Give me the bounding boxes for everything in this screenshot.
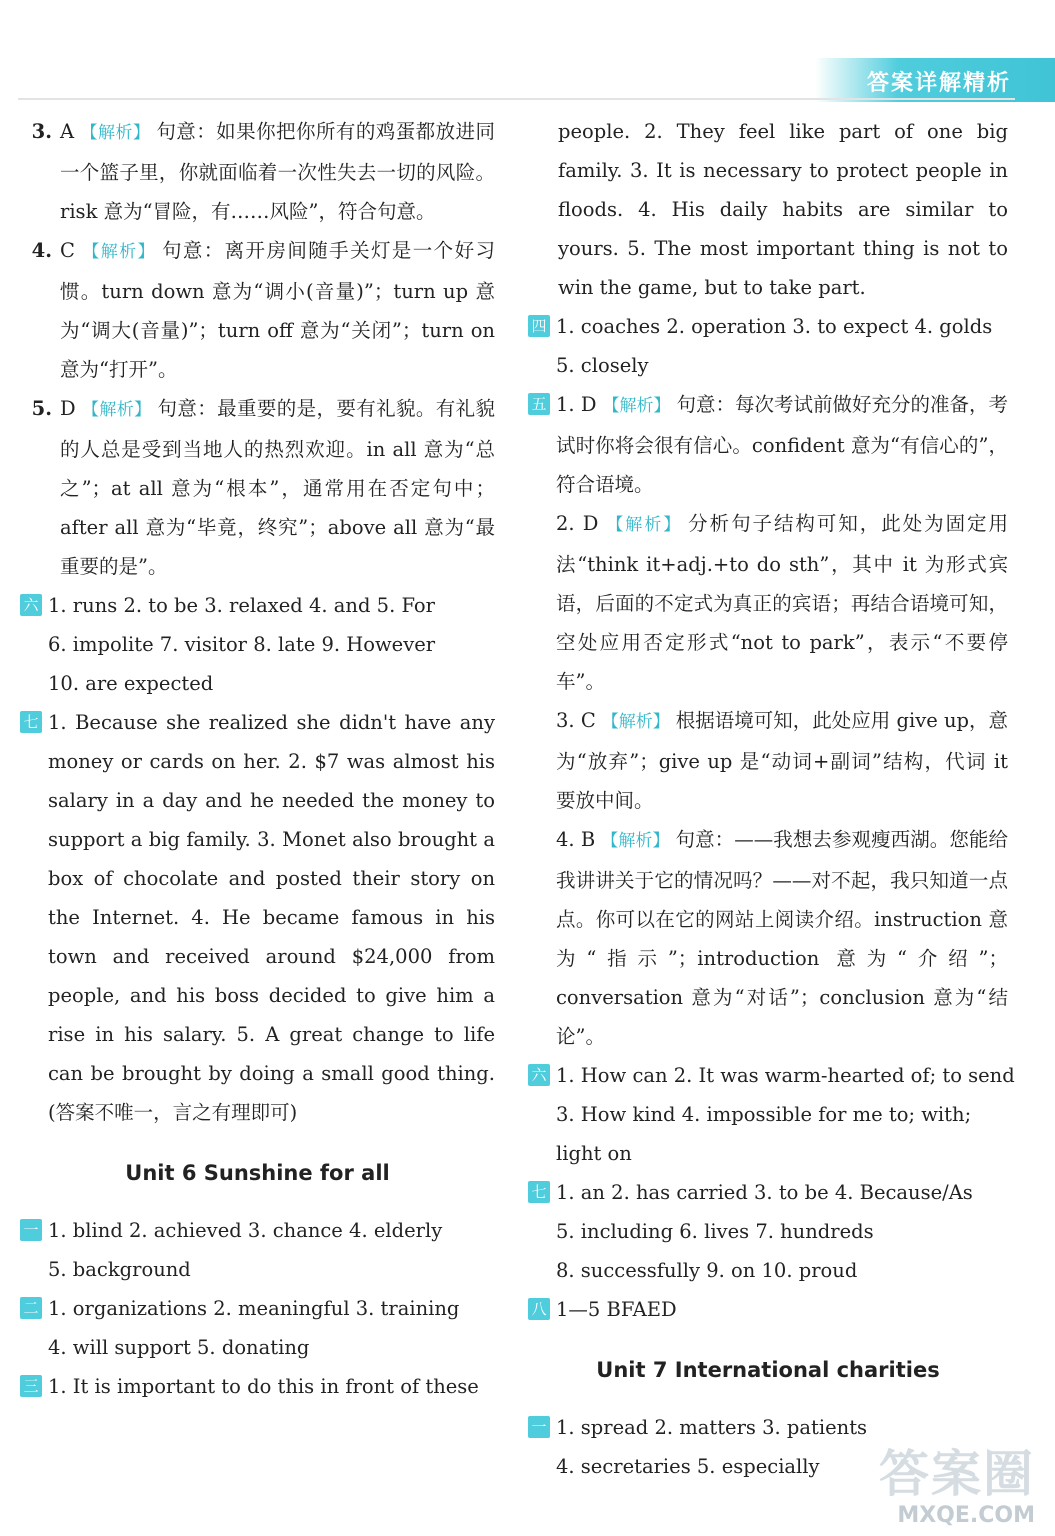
answer-item	[556, 701, 1008, 820]
item-number: 3.	[556, 709, 575, 732]
section-badge: 七	[528, 1181, 550, 1203]
header-rule	[18, 98, 1015, 100]
item-text: 句意：——我想去参观瘦西湖。您能给我讲讲关于它的情况吗？——对不起，我只知道一点点。你可以在它的网站上阅读介绍。instruction 意为“指示”；introduction 意为“介绍”；conversation 意为“对话”；conclusion 意为“结论”。	[556, 828, 1008, 1048]
answer-row: 5. including 6. lives 7. hundreds	[556, 1220, 874, 1243]
item-letter: C	[580, 709, 596, 732]
unit6-section-1	[20, 1211, 495, 1289]
left-column	[20, 112, 495, 1406]
unit-6-title: Unit 6 Sunshine for all	[125, 1161, 390, 1185]
item-text: 句意：如果你把你所有的鸡蛋都放进同一个篮子里，你就面临着一次性失去一切的风险。risk 意为“冒险，有……风险”，符合句意。	[60, 120, 495, 223]
section-badge: 八	[528, 1298, 550, 1320]
item-text: 句意：每次考试前做好充分的准备，考试时你将会很有信心。confident 意为“有信心的”，符合语境。	[556, 393, 1008, 496]
answer-row: light on	[556, 1142, 632, 1165]
analysis-tag: 【解析】	[601, 712, 670, 732]
analysis-tag: 【解析】	[80, 242, 156, 262]
section-3-continued: people. 2. They feel like part of one big family. 3. It is necessary to protect people in floods. 4. His daily habits are similar to yours. 5. The most important thing is not to win the game, but to take part.	[558, 120, 1008, 299]
section-8	[528, 1290, 1008, 1329]
unit6-section-3	[20, 1367, 495, 1406]
section-badge: 一	[20, 1219, 42, 1241]
answer-row: 1. runs 2. to be 3. relaxed 4. and 5. For	[48, 594, 435, 617]
answer-row: 3. How kind 4. impossible for me to; with;	[556, 1103, 972, 1126]
answer-row: 1. blind 2. achieved 3. chance 4. elderly	[48, 1219, 443, 1242]
item-text: 根据语境可知，此处应用 give up，意为“放弃”；give up 是“动词+副词”结构，代词 it 要放中间。	[556, 709, 1008, 812]
answer-row: 5. background	[48, 1258, 191, 1281]
section-4	[528, 307, 1008, 385]
analysis-tag: 【解析】	[604, 515, 683, 535]
answer-row: 5. closely	[556, 354, 649, 377]
watermark-logo	[861, 1434, 1041, 1530]
item-number: 2.	[556, 512, 575, 535]
answer-row: 1. an 2. has carried 3. to be 4. Because/As	[556, 1181, 973, 1204]
section-7-text: 1. Because she realized she didn't have any money or cards on her. 2. $7 was almost his salary in a day and he needed the money to support a big family. 3. Monet also brought a box of chocolate and posted their story on the Internet. 4. He became famous in his town and received around $24,000 from people, and his boss decided to give him a rise in his salary. 5. A great change to life can be brought by doing a small good thing.(答案不唯一，言之有理即可)	[48, 711, 495, 1124]
right-column	[528, 112, 1015, 1486]
section-badge: 六	[20, 594, 42, 616]
item-letter: D	[582, 512, 599, 535]
item-letter: D	[580, 393, 597, 416]
answer-item	[556, 385, 1008, 504]
section-6	[528, 1056, 1015, 1173]
analysis-tag: 【解析】	[81, 400, 152, 420]
answer-row: 1. How can 2. It was warm-hearted of; to send	[556, 1064, 1015, 1087]
section-badge: 七	[20, 711, 42, 733]
item-text: 句意：最重要的是，要有礼貌。有礼貌的人总是受到当地人的热烈欢迎。in all 意为“总之”；at all 意为“根本”，通常用在否定句中；after all 意为“毕竟，终究”；above all 意为“最重要的是”。	[60, 397, 495, 578]
item-number: 4.	[31, 239, 52, 262]
analysis-tag: 【解析】	[80, 123, 151, 143]
answer-item	[20, 112, 495, 231]
answer-row: 1. spread 2. matters 3. patients	[556, 1416, 868, 1439]
section-7	[20, 703, 495, 1132]
answer-row: 4. secretaries 5. especially	[556, 1455, 820, 1478]
answer-row: 6. impolite 7. visitor 8. late 9. However	[48, 633, 436, 656]
answer-row: 8. successfully 9. on 10. proud	[556, 1259, 858, 1282]
item-number: 1.	[556, 393, 575, 416]
section-badge: 六	[528, 1064, 550, 1086]
answer-row: 1. It is important to do this in front of these	[48, 1375, 479, 1398]
analysis-tag: 【解析】	[602, 396, 671, 416]
watermark-url: MXQE.COM	[897, 1503, 1035, 1528]
answer-row: 1. organizations 2. meaningful 3. training	[48, 1297, 460, 1320]
unit6-section-2	[20, 1289, 495, 1367]
item-letter: B	[580, 828, 596, 851]
answer-item	[556, 820, 1008, 1056]
item-number: 3.	[31, 120, 52, 143]
answer-item	[20, 231, 495, 389]
item-letter: A	[60, 120, 75, 143]
section-5	[528, 385, 1008, 1056]
answer-row: 1—5 BFAED	[556, 1298, 677, 1321]
header-tab-label: 答案详解精析	[866, 71, 1011, 96]
section-badge: 四	[528, 315, 550, 337]
answer-row: 1. coaches 2. operation 3. to expect 4. golds	[556, 315, 993, 338]
answer-row: 4. will support 5. donating	[48, 1336, 310, 1359]
item-number: 5.	[31, 397, 52, 420]
answer-row: 10. are expected	[48, 672, 214, 695]
answer-item	[556, 504, 1008, 701]
section-6	[20, 586, 495, 703]
item-number: 4.	[556, 828, 575, 851]
section-badge: 二	[20, 1297, 42, 1319]
section-badge: 五	[528, 393, 550, 415]
section-badge: 三	[20, 1375, 42, 1397]
section-badge: 一	[528, 1416, 550, 1438]
item-text: 分析句子结构可知，此处为固定用法“think it+adj.+to do sth”，其中 it 为形式宾语，后面的不定式为真正的宾语；再结合语境可知，空处应用否定形式“not to park”，表示“不要停车”。	[556, 512, 1008, 693]
item-letter: C	[60, 239, 75, 262]
answer-item	[20, 389, 495, 586]
section-7	[528, 1173, 1008, 1290]
item-text: 句意：离开房间随手关灯是一个好习惯。turn down 意为“调小(音量)”；turn up 意为“调大(音量)”；turn off 意为“关闭”；turn on 意为“打开”。	[60, 239, 495, 381]
header-tab	[815, 58, 1055, 102]
watermark-text: 答案圈	[879, 1445, 1035, 1503]
unit-7-title: Unit 7 International charities	[596, 1358, 940, 1382]
item-letter: D	[60, 397, 76, 420]
analysis-tag: 【解析】	[601, 831, 670, 851]
